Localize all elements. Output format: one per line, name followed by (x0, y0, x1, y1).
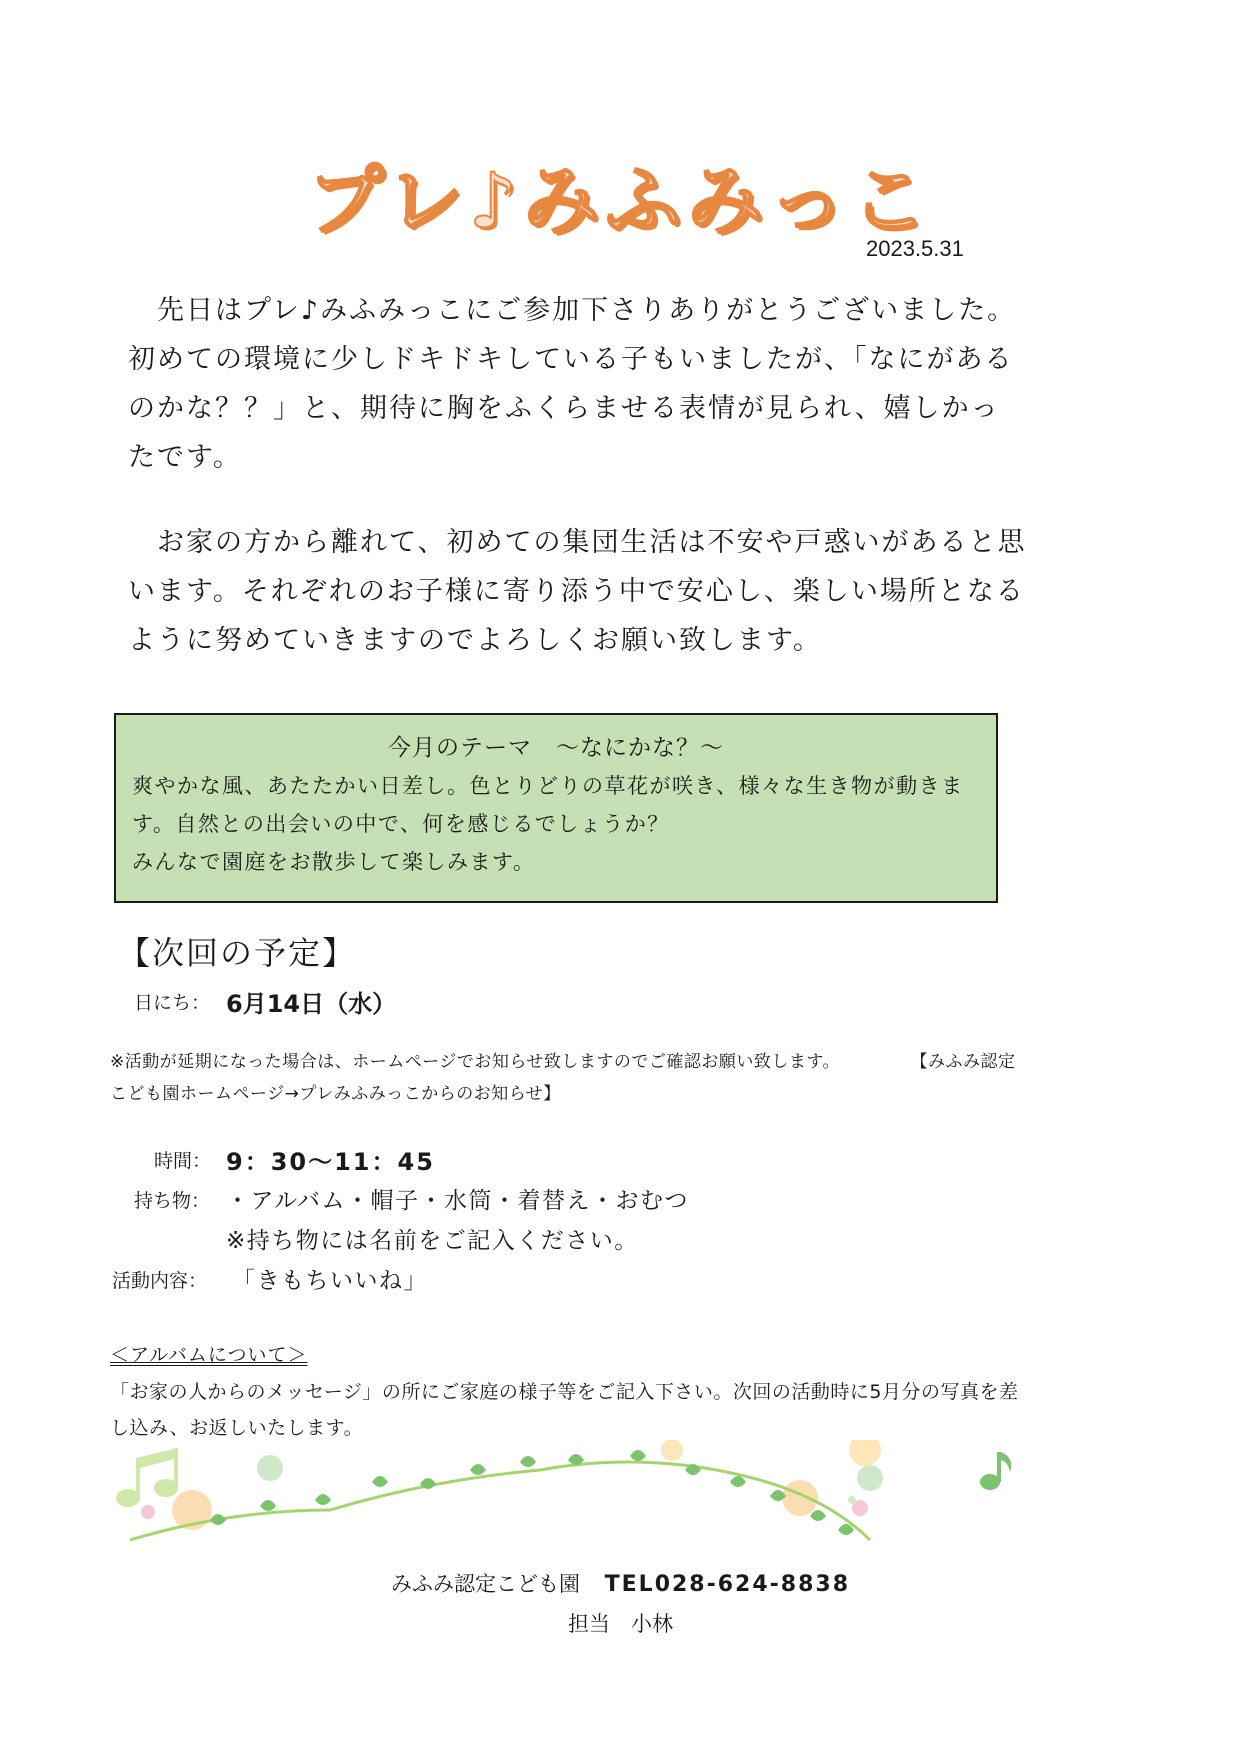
intro-paragraph-2: お家の方から離れて、初めての集団生活は不安や戸惑いがあると思います。それぞれのお子様に寄り添う中で安心し、楽しい場所となるように努めていきますのでよろしくお願い致します。 (128, 527, 1027, 656)
date-label: 日にち： (134, 992, 211, 1014)
dot-yellow (849, 1440, 881, 1466)
activity-label: 活動内容： (112, 1270, 208, 1292)
activity-value: 「きもちいいね」 (232, 1268, 428, 1294)
intro-paragraph-1: 先日はプレ♪みふみっこにご参加下さりありがとうございました。初めての環境に少しドキドキしている子もいましたが、「なにがあるのかな？？」と、期待に胸をふくらませる表情が見られ、嬉しかったです。 (128, 295, 1017, 473)
issue-date: 2023.5.31 (866, 236, 964, 261)
theme-description: 爽やかな風、あたたかい日差し。色とりどりの草花が咲き、様々な生き物が動きます。自然との出会いの中で、何を感じるでしょうか？ (132, 774, 964, 836)
music-note-icon (116, 1448, 178, 1507)
dot-yellow (661, 1440, 683, 1461)
time-value: 9：30～11：45 (226, 1148, 435, 1176)
footer-staff: 担当 小林 (568, 1612, 673, 1636)
items-value: ・アルバム・帽子・水筒・着替え・おむつ (226, 1188, 689, 1214)
time-label: 時間： (154, 1150, 212, 1172)
music-note-icon (980, 1452, 1011, 1490)
school-phone: TEL028-624-8838 (604, 1572, 851, 1597)
date-value: 6月14日（水） (226, 990, 397, 1018)
leaf-icons (210, 1450, 854, 1535)
theme-activity: みんなで園庭をお散歩して楽しみます。 (132, 850, 536, 874)
dot-green (857, 1465, 883, 1491)
footer-contact (0, 1568, 1241, 1598)
page-title: プレ♪みふみっこ (307, 156, 934, 245)
theme-box (114, 713, 998, 903)
dot-green (848, 1496, 856, 1504)
theme-title: 今月のテーマ ～なにかな？～ (388, 735, 724, 761)
postpone-note: ※活動が延期になった場合は、ホームページでお知らせ致しますのでご確認お願い致します。 【みふみ認定こども園ホームページ→プレみふみっこからのお知らせ】 (110, 1052, 1016, 1104)
items-note: ※持ち物には名前をご記入ください。 (226, 1228, 639, 1254)
album-heading: ＜アルバムについて＞ (110, 1344, 308, 1366)
next-schedule-heading: 【次回の予定】 (118, 934, 357, 972)
album-body: 「お家の人からのメッセージ」の所にご家庭の様子等をご記入下さい。次回の活動時に5月分の写真を差し込み、お返しいたします。 (110, 1381, 1019, 1439)
vine-decoration (110, 1440, 1030, 1550)
theme-body (132, 767, 992, 881)
dot-green (257, 1455, 283, 1481)
dot-pink (141, 1505, 155, 1519)
dot-orange (782, 1480, 818, 1516)
school-name: みふみ認定こども園 (390, 1572, 580, 1596)
vine-stem (130, 1462, 870, 1540)
items-label: 持ち物： (134, 1190, 211, 1212)
